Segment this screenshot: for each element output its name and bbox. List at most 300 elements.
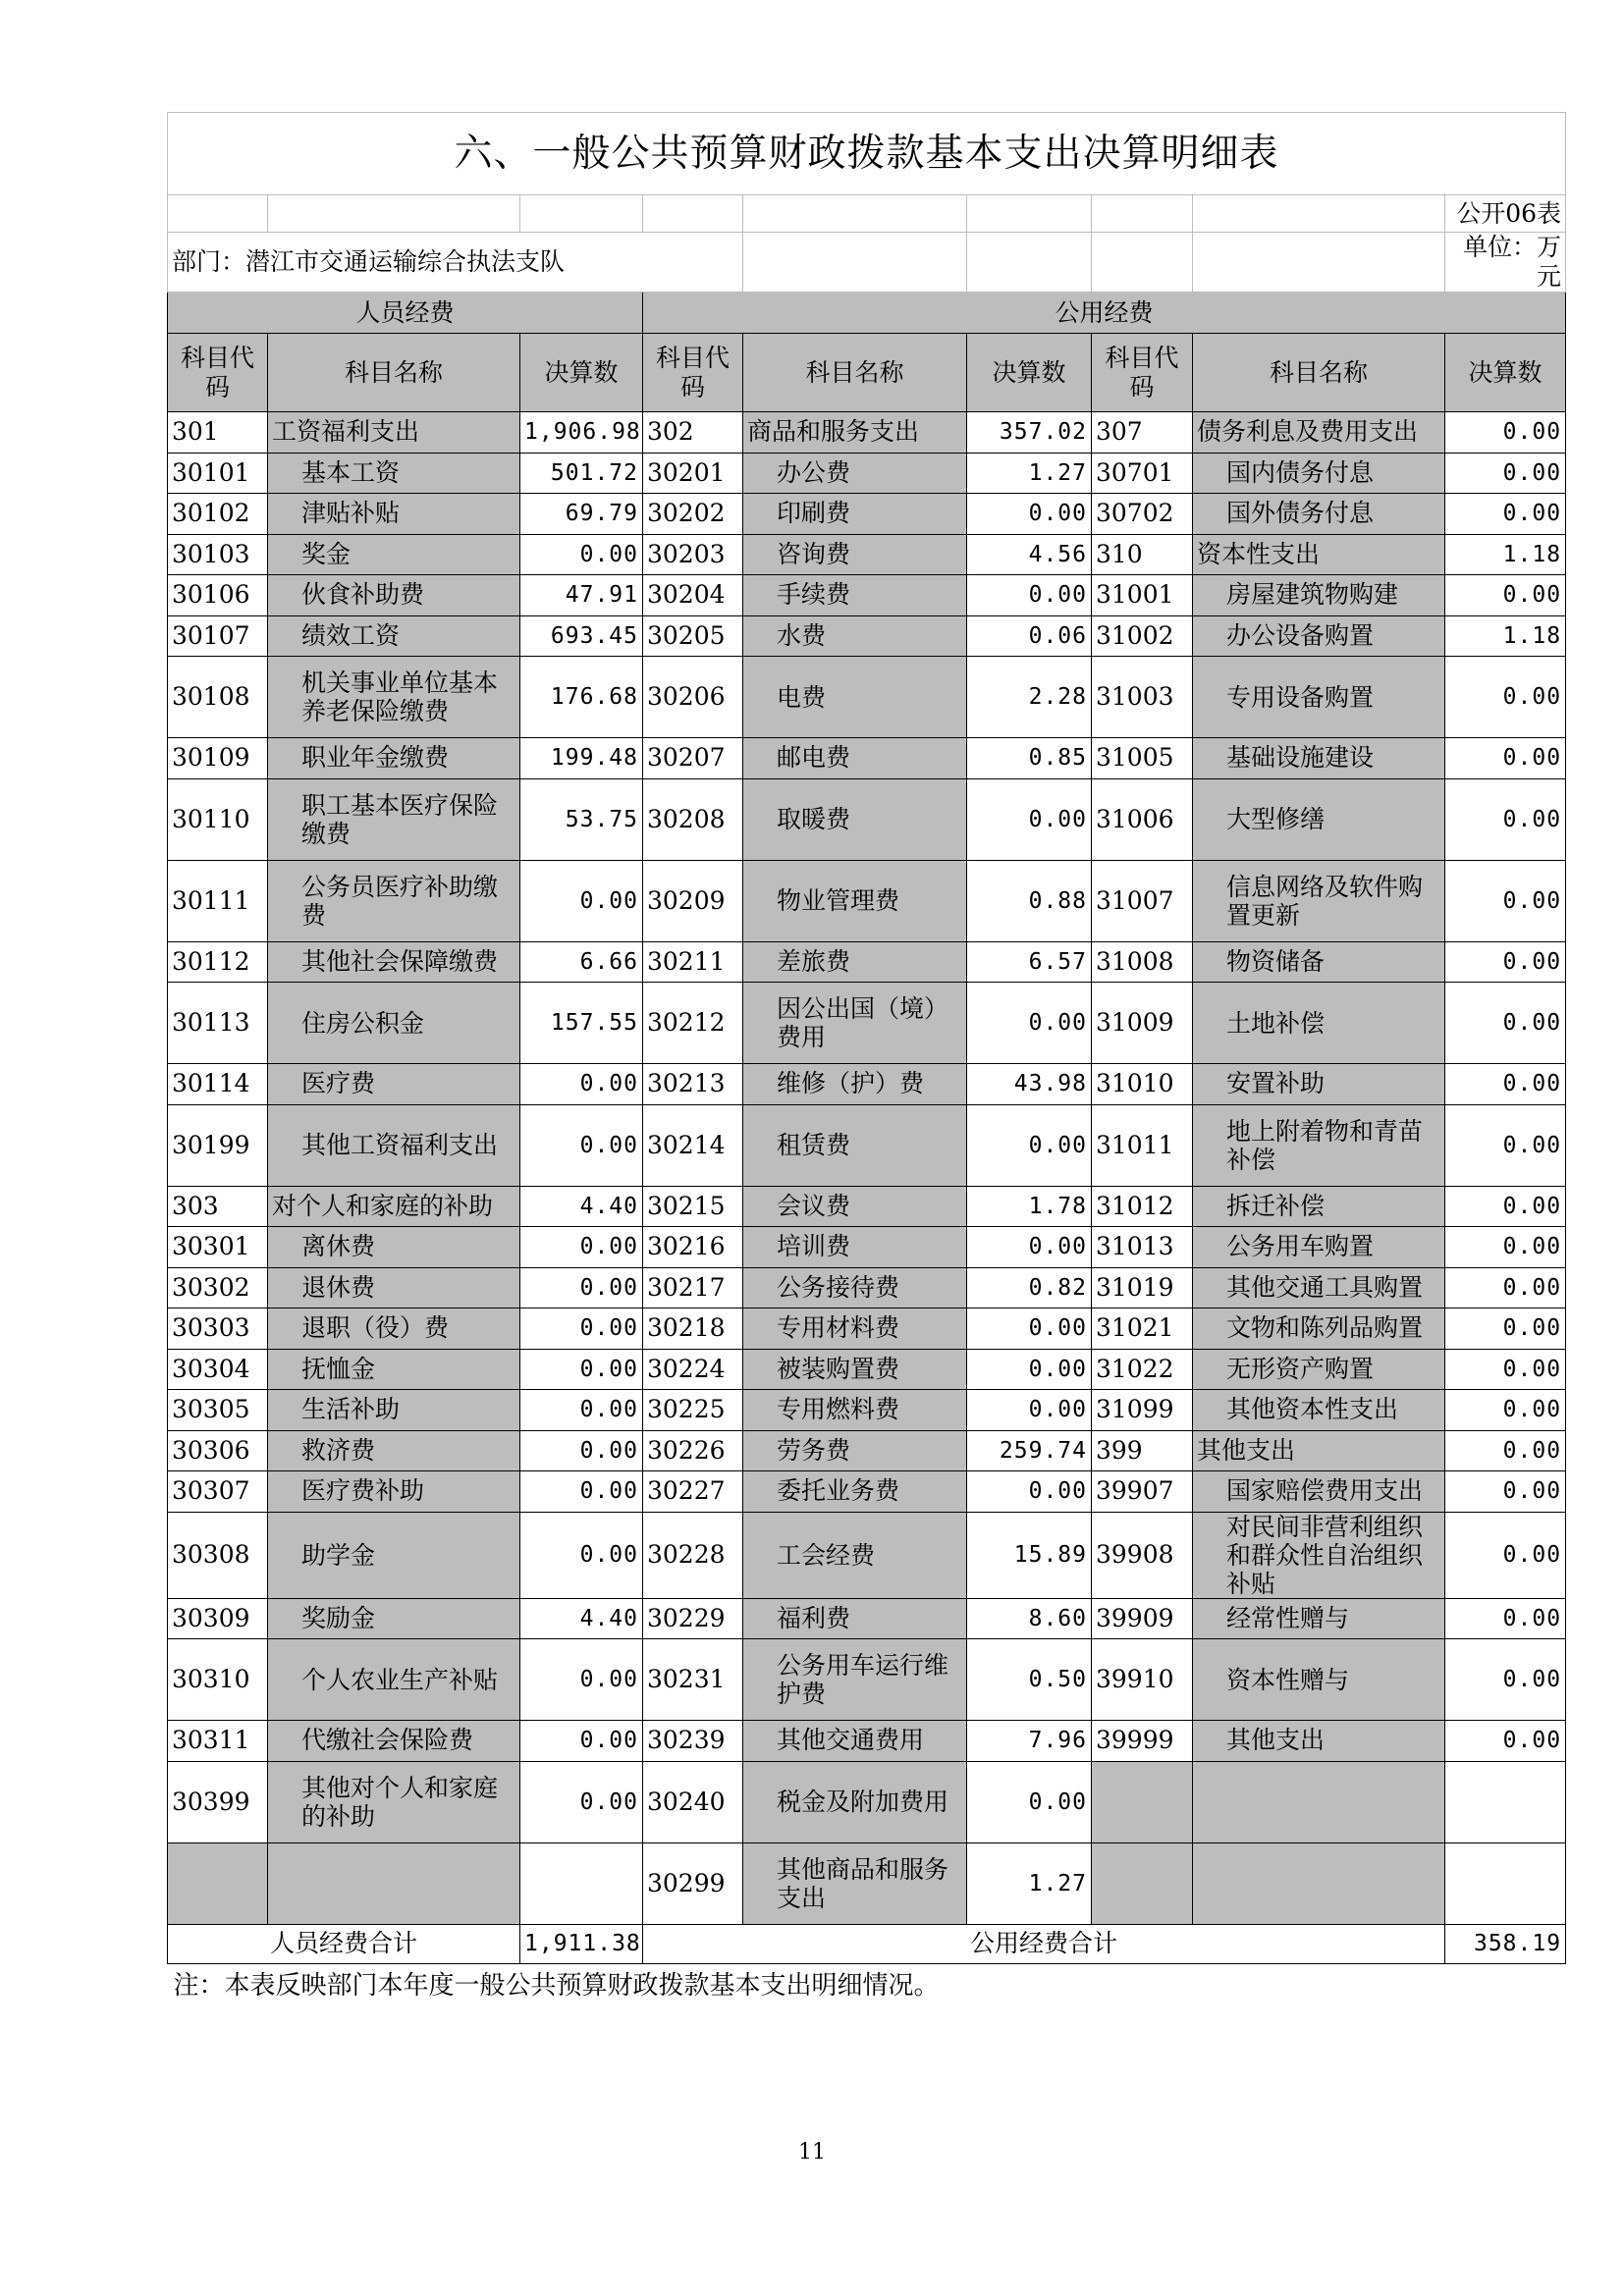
amount-cell: 0.00 — [967, 494, 1092, 535]
amount-cell: 6.66 — [520, 941, 643, 983]
code-cell: 302 — [643, 412, 743, 454]
amount-cell: 0.00 — [967, 1761, 1092, 1842]
code-cell: 30208 — [643, 778, 743, 860]
col-header-amount: 决算数 — [967, 334, 1092, 412]
amount-cell: 0.00 — [1445, 657, 1566, 738]
name-cell: 津贴补贴 — [268, 494, 520, 535]
table-row — [168, 1104, 1566, 1186]
amount-cell: 0.82 — [967, 1267, 1092, 1308]
unit-label: 单位：万元 — [1445, 233, 1566, 293]
code-cell: 39999 — [1092, 1721, 1193, 1762]
amount-cell — [1445, 1761, 1566, 1842]
code-cell: 31006 — [1092, 778, 1193, 860]
code-cell: 30227 — [643, 1471, 743, 1513]
name-cell: 公务用车运行维护费 — [743, 1639, 967, 1721]
name-cell: 国外债务付息 — [1193, 494, 1445, 535]
amount-cell: 0.00 — [1445, 738, 1566, 779]
public-total-value: 358.19 — [1445, 1924, 1566, 1963]
name-cell: 专用材料费 — [743, 1308, 967, 1350]
amount-cell: 0.00 — [520, 1761, 643, 1842]
table-row — [168, 1186, 1566, 1227]
amount-cell: 0.00 — [1445, 453, 1566, 494]
amount-cell: 0.00 — [1445, 983, 1566, 1064]
amount-cell: 4.56 — [967, 534, 1092, 575]
code-cell — [168, 1842, 268, 1924]
code-cell: 30207 — [643, 738, 743, 779]
name-cell: 基本工资 — [268, 453, 520, 494]
code-cell: 31009 — [1092, 983, 1193, 1064]
code-cell: 30214 — [643, 1104, 743, 1186]
name-cell: 土地补偿 — [1193, 983, 1445, 1064]
code-cell: 30299 — [643, 1842, 743, 1924]
amount-cell: 0.00 — [520, 860, 643, 941]
expenditure-table — [167, 112, 1566, 2008]
amount-cell: 0.00 — [520, 1267, 643, 1308]
amount-cell: 0.00 — [967, 1308, 1092, 1350]
amount-cell: 1.18 — [1445, 615, 1566, 657]
code-cell: 31021 — [1092, 1308, 1193, 1350]
amount-cell: 4.40 — [520, 1186, 643, 1227]
code-cell: 30701 — [1092, 453, 1193, 494]
amount-cell: 0.00 — [967, 778, 1092, 860]
code-cell: 30226 — [643, 1430, 743, 1471]
code-cell: 31019 — [1092, 1267, 1193, 1308]
code-cell: 31010 — [1092, 1064, 1193, 1105]
name-cell: 税金及附加费用 — [743, 1761, 967, 1842]
col-header-name: 科目名称 — [268, 334, 520, 412]
table-row — [168, 1308, 1566, 1350]
amount-cell: 0.00 — [967, 1227, 1092, 1268]
name-cell: 救济费 — [268, 1430, 520, 1471]
name-cell: 国内债务付息 — [1193, 453, 1445, 494]
amount-cell: 0.00 — [520, 1104, 643, 1186]
code-cell: 30305 — [168, 1390, 268, 1431]
name-cell: 会议费 — [743, 1186, 967, 1227]
table-row — [168, 1598, 1566, 1639]
amount-cell: 0.85 — [967, 738, 1092, 779]
amount-cell: 0.00 — [1445, 1349, 1566, 1390]
name-cell: 其他工资福利支出 — [268, 1104, 520, 1186]
name-cell: 其他商品和服务支出 — [743, 1842, 967, 1924]
amount-cell: 0.00 — [1445, 1186, 1566, 1227]
code-cell: 301 — [168, 412, 268, 454]
personnel-total-label: 人员经费合计 — [168, 1924, 520, 1963]
code-cell: 30239 — [643, 1721, 743, 1762]
code-cell: 30702 — [1092, 494, 1193, 535]
name-cell: 抚恤金 — [268, 1349, 520, 1390]
amount-cell: 0.00 — [967, 1349, 1092, 1390]
code-cell: 39909 — [1092, 1598, 1193, 1639]
name-cell: 工会经费 — [743, 1512, 967, 1598]
name-cell: 伙食补助费 — [268, 575, 520, 616]
name-cell: 办公设备购置 — [1193, 615, 1445, 657]
code-cell: 30309 — [168, 1598, 268, 1639]
code-cell: 30112 — [168, 941, 268, 983]
amount-cell: 501.72 — [520, 453, 643, 494]
name-cell: 邮电费 — [743, 738, 967, 779]
name-cell: 对个人和家庭的补助 — [268, 1186, 520, 1227]
name-cell: 其他支出 — [1193, 1430, 1445, 1471]
name-cell: 专用设备购置 — [1193, 657, 1445, 738]
amount-cell: 0.00 — [1445, 412, 1566, 454]
amount-cell: 0.00 — [520, 1308, 643, 1350]
amount-cell: 0.00 — [1445, 941, 1566, 983]
amount-cell: 0.00 — [1445, 1227, 1566, 1268]
code-cell: 30399 — [168, 1761, 268, 1842]
table-row — [168, 534, 1566, 575]
code-cell: 39908 — [1092, 1512, 1193, 1598]
code-cell: 31005 — [1092, 738, 1193, 779]
name-cell: 离休费 — [268, 1227, 520, 1268]
code-cell: 31002 — [1092, 615, 1193, 657]
amount-cell: 157.55 — [520, 983, 643, 1064]
amount-cell: 357.02 — [967, 412, 1092, 454]
name-cell: 公务员医疗补助缴费 — [268, 860, 520, 941]
table-row — [168, 1390, 1566, 1431]
code-cell: 30102 — [168, 494, 268, 535]
page-number: 11 — [798, 2140, 826, 2164]
code-cell: 31012 — [1092, 1186, 1193, 1227]
name-cell: 商品和服务支出 — [743, 412, 967, 454]
code-cell: 30101 — [168, 453, 268, 494]
name-cell: 手续费 — [743, 575, 967, 616]
code-cell: 30231 — [643, 1639, 743, 1721]
name-cell: 其他社会保障缴费 — [268, 941, 520, 983]
amount-cell: 0.00 — [1445, 1512, 1566, 1598]
code-cell: 30108 — [168, 657, 268, 738]
name-cell: 其他资本性支出 — [1193, 1390, 1445, 1431]
name-cell: 机关事业单位基本养老保险缴费 — [268, 657, 520, 738]
name-cell — [1193, 1761, 1445, 1842]
name-cell — [268, 1842, 520, 1924]
amount-cell: 43.98 — [967, 1064, 1092, 1105]
table-row — [168, 1471, 1566, 1513]
amount-cell: 1.27 — [967, 453, 1092, 494]
code-cell: 30218 — [643, 1308, 743, 1350]
amount-cell: 0.00 — [1445, 1104, 1566, 1186]
public-total-label: 公用经费合计 — [643, 1924, 1445, 1963]
name-cell: 无形资产购置 — [1193, 1349, 1445, 1390]
table-row — [168, 1064, 1566, 1105]
code-cell: 39910 — [1092, 1639, 1193, 1721]
personnel-total-value: 1,911.38 — [520, 1924, 643, 1963]
name-cell: 职业年金缴费 — [268, 738, 520, 779]
code-cell: 30308 — [168, 1512, 268, 1598]
name-cell: 公务用车购置 — [1193, 1227, 1445, 1268]
name-cell: 国家赔偿费用支出 — [1193, 1471, 1445, 1513]
col-header-code: 科目代码 — [1092, 334, 1193, 412]
name-cell: 地上附着物和青苗补偿 — [1193, 1104, 1445, 1186]
amount-cell: 0.00 — [520, 1471, 643, 1513]
amount-cell: 0.00 — [1445, 860, 1566, 941]
personnel-group-header: 人员经费 — [168, 293, 643, 334]
table-row — [168, 983, 1566, 1064]
amount-cell: 1,906.98 — [520, 412, 643, 454]
code-cell — [1092, 1842, 1193, 1924]
code-cell: 30199 — [168, 1104, 268, 1186]
amount-cell: 693.45 — [520, 615, 643, 657]
table-code: 公开06表 — [1445, 195, 1566, 233]
code-cell: 31022 — [1092, 1349, 1193, 1390]
amount-cell: 0.00 — [1445, 1267, 1566, 1308]
code-cell: 30209 — [643, 860, 743, 941]
name-cell: 个人农业生产补贴 — [268, 1639, 520, 1721]
col-header-name: 科目名称 — [1193, 334, 1445, 412]
amount-cell: 0.00 — [1445, 778, 1566, 860]
col-header-name: 科目名称 — [743, 334, 967, 412]
table-row — [168, 412, 1566, 454]
name-cell: 助学金 — [268, 1512, 520, 1598]
name-cell: 奖金 — [268, 534, 520, 575]
amount-cell: 0.88 — [967, 860, 1092, 941]
amount-cell: 0.00 — [1445, 1471, 1566, 1513]
amount-cell: 0.00 — [520, 1430, 643, 1471]
code-cell: 30228 — [643, 1512, 743, 1598]
amount-cell: 0.00 — [520, 1390, 643, 1431]
code-cell: 30109 — [168, 738, 268, 779]
code-cell: 31011 — [1092, 1104, 1193, 1186]
amount-cell: 69.79 — [520, 494, 643, 535]
name-cell: 资本性赠与 — [1193, 1639, 1445, 1721]
col-header-code: 科目代码 — [168, 334, 268, 412]
code-cell: 30216 — [643, 1227, 743, 1268]
code-cell: 31008 — [1092, 941, 1193, 983]
table-row — [168, 453, 1566, 494]
table-row — [168, 1430, 1566, 1471]
department-label: 部门：潜江市交通运输综合执法支队 — [168, 233, 743, 293]
table-row — [168, 860, 1566, 941]
name-cell: 工资福利支出 — [268, 412, 520, 454]
amount-cell: 0.00 — [1445, 1064, 1566, 1105]
name-cell: 债务利息及费用支出 — [1193, 412, 1445, 454]
amount-cell: 0.00 — [1445, 1308, 1566, 1350]
code-cell: 30304 — [168, 1349, 268, 1390]
code-cell: 30111 — [168, 860, 268, 941]
name-cell: 取暖费 — [743, 778, 967, 860]
code-cell: 30114 — [168, 1064, 268, 1105]
code-cell: 30206 — [643, 657, 743, 738]
code-cell: 30202 — [643, 494, 743, 535]
amount-cell: 47.91 — [520, 575, 643, 616]
code-cell: 30113 — [168, 983, 268, 1064]
name-cell: 大型修缮 — [1193, 778, 1445, 860]
name-cell: 印刷费 — [743, 494, 967, 535]
amount-cell: 0.00 — [967, 1471, 1092, 1513]
table-row — [168, 1842, 1566, 1924]
report-sheet — [167, 112, 1565, 2008]
amount-cell: 0.00 — [967, 575, 1092, 616]
name-cell: 公务接待费 — [743, 1267, 967, 1308]
name-cell: 住房公积金 — [268, 983, 520, 1064]
name-cell: 办公费 — [743, 453, 967, 494]
name-cell: 物资储备 — [1193, 941, 1445, 983]
table-row — [168, 1512, 1566, 1598]
amount-cell: 53.75 — [520, 778, 643, 860]
code-cell: 30211 — [643, 941, 743, 983]
code-cell: 30302 — [168, 1267, 268, 1308]
name-cell: 基础设施建设 — [1193, 738, 1445, 779]
code-cell: 31001 — [1092, 575, 1193, 616]
amount-cell: 0.00 — [1445, 1639, 1566, 1721]
amount-cell: 199.48 — [520, 738, 643, 779]
name-cell: 对民间非营利组织和群众性自治组织补贴 — [1193, 1512, 1445, 1598]
amount-cell: 0.00 — [967, 1104, 1092, 1186]
code-cell: 30201 — [643, 453, 743, 494]
page-title: 六、一般公共预算财政拨款基本支出决算明细表 — [168, 113, 1566, 195]
name-cell: 物业管理费 — [743, 860, 967, 941]
name-cell: 退职（役）费 — [268, 1308, 520, 1350]
name-cell: 劳务费 — [743, 1430, 967, 1471]
amount-cell — [1445, 1842, 1566, 1924]
table-row — [168, 1761, 1566, 1842]
col-header-code: 科目代码 — [643, 334, 743, 412]
code-cell: 30224 — [643, 1349, 743, 1390]
name-cell: 差旅费 — [743, 941, 967, 983]
table-row — [168, 941, 1566, 983]
code-cell: 30107 — [168, 615, 268, 657]
table-row — [168, 1349, 1566, 1390]
name-cell: 拆迁补偿 — [1193, 1186, 1445, 1227]
amount-cell: 259.74 — [967, 1430, 1092, 1471]
name-cell: 培训费 — [743, 1227, 967, 1268]
code-cell: 310 — [1092, 534, 1193, 575]
amount-cell: 176.68 — [520, 657, 643, 738]
table-row — [168, 494, 1566, 535]
code-cell: 30213 — [643, 1064, 743, 1105]
amount-cell: 0.00 — [967, 983, 1092, 1064]
amount-cell: 0.00 — [520, 1064, 643, 1105]
amount-cell: 1.27 — [967, 1842, 1092, 1924]
code-cell: 30240 — [643, 1761, 743, 1842]
amount-cell: 0.00 — [520, 534, 643, 575]
name-cell: 水费 — [743, 615, 967, 657]
table-row — [168, 1639, 1566, 1721]
table-row — [168, 738, 1566, 779]
name-cell: 其他交通费用 — [743, 1721, 967, 1762]
col-header-amount: 决算数 — [520, 334, 643, 412]
amount-cell: 2.28 — [967, 657, 1092, 738]
amount-cell: 4.40 — [520, 1598, 643, 1639]
name-cell: 退休费 — [268, 1267, 520, 1308]
amount-cell: 8.60 — [967, 1598, 1092, 1639]
code-cell: 31007 — [1092, 860, 1193, 941]
col-header-amount: 决算数 — [1445, 334, 1566, 412]
name-cell: 代缴社会保险费 — [268, 1721, 520, 1762]
table-note: 注：本表反映部门本年度一般公共预算财政拨款基本支出明细情况。 — [173, 1971, 940, 2002]
name-cell: 资本性支出 — [1193, 534, 1445, 575]
amount-cell: 0.00 — [1445, 1430, 1566, 1471]
code-cell: 30225 — [643, 1390, 743, 1431]
table-row — [168, 657, 1566, 738]
name-cell: 电费 — [743, 657, 967, 738]
name-cell: 生活补助 — [268, 1390, 520, 1431]
amount-cell: 15.89 — [967, 1512, 1092, 1598]
amount-cell: 0.00 — [520, 1227, 643, 1268]
code-cell — [1092, 1761, 1193, 1842]
name-cell: 维修（护）费 — [743, 1064, 967, 1105]
code-cell: 31099 — [1092, 1390, 1193, 1431]
amount-cell: 1.78 — [967, 1186, 1092, 1227]
amount-cell — [520, 1842, 643, 1924]
amount-cell: 0.00 — [1445, 494, 1566, 535]
code-cell: 30106 — [168, 575, 268, 616]
amount-cell: 0.50 — [967, 1639, 1092, 1721]
name-cell: 被装购置费 — [743, 1349, 967, 1390]
name-cell: 其他支出 — [1193, 1721, 1445, 1762]
amount-cell: 0.00 — [520, 1639, 643, 1721]
name-cell — [1193, 1842, 1445, 1924]
name-cell: 文物和陈列品购置 — [1193, 1308, 1445, 1350]
amount-cell: 0.00 — [520, 1512, 643, 1598]
amount-cell: 0.06 — [967, 615, 1092, 657]
name-cell: 因公出国（境）费用 — [743, 983, 967, 1064]
name-cell: 医疗费补助 — [268, 1471, 520, 1513]
name-cell: 房屋建筑物购建 — [1193, 575, 1445, 616]
name-cell: 奖励金 — [268, 1598, 520, 1639]
amount-cell: 0.00 — [1445, 1721, 1566, 1762]
code-cell: 30217 — [643, 1267, 743, 1308]
name-cell: 绩效工资 — [268, 615, 520, 657]
amount-cell: 0.00 — [1445, 1598, 1566, 1639]
table-row — [168, 778, 1566, 860]
code-cell: 30301 — [168, 1227, 268, 1268]
table-row — [168, 615, 1566, 657]
public-group-header: 公用经费 — [643, 293, 1566, 334]
name-cell: 租赁费 — [743, 1104, 967, 1186]
code-cell: 30310 — [168, 1639, 268, 1721]
name-cell: 经常性赠与 — [1193, 1598, 1445, 1639]
code-cell: 30229 — [643, 1598, 743, 1639]
table-row — [168, 1721, 1566, 1762]
amount-cell: 0.00 — [1445, 575, 1566, 616]
name-cell: 信息网络及软件购置更新 — [1193, 860, 1445, 941]
code-cell: 39907 — [1092, 1471, 1193, 1513]
name-cell: 其他交通工具购置 — [1193, 1267, 1445, 1308]
name-cell: 委托业务费 — [743, 1471, 967, 1513]
code-cell: 31003 — [1092, 657, 1193, 738]
code-cell: 30110 — [168, 778, 268, 860]
amount-cell: 6.57 — [967, 941, 1092, 983]
name-cell: 咨询费 — [743, 534, 967, 575]
amount-cell: 0.00 — [520, 1349, 643, 1390]
code-cell: 30303 — [168, 1308, 268, 1350]
code-cell: 307 — [1092, 412, 1193, 454]
amount-cell: 1.18 — [1445, 534, 1566, 575]
name-cell: 专用燃料费 — [743, 1390, 967, 1431]
code-cell: 30205 — [643, 615, 743, 657]
code-cell: 30103 — [168, 534, 268, 575]
amount-cell: 0.00 — [520, 1721, 643, 1762]
amount-cell: 7.96 — [967, 1721, 1092, 1762]
code-cell: 30212 — [643, 983, 743, 1064]
table-row — [168, 1227, 1566, 1268]
name-cell: 安置补助 — [1193, 1064, 1445, 1105]
code-cell: 30203 — [643, 534, 743, 575]
name-cell: 医疗费 — [268, 1064, 520, 1105]
code-cell: 30306 — [168, 1430, 268, 1471]
code-cell: 30215 — [643, 1186, 743, 1227]
code-cell: 30204 — [643, 575, 743, 616]
code-cell: 30311 — [168, 1721, 268, 1762]
amount-cell: 0.00 — [967, 1390, 1092, 1431]
code-cell: 303 — [168, 1186, 268, 1227]
name-cell: 其他对个人和家庭的补助 — [268, 1761, 520, 1842]
code-cell: 30307 — [168, 1471, 268, 1513]
amount-cell: 0.00 — [1445, 1390, 1566, 1431]
table-row — [168, 575, 1566, 616]
name-cell: 福利费 — [743, 1598, 967, 1639]
name-cell: 职工基本医疗保险缴费 — [268, 778, 520, 860]
